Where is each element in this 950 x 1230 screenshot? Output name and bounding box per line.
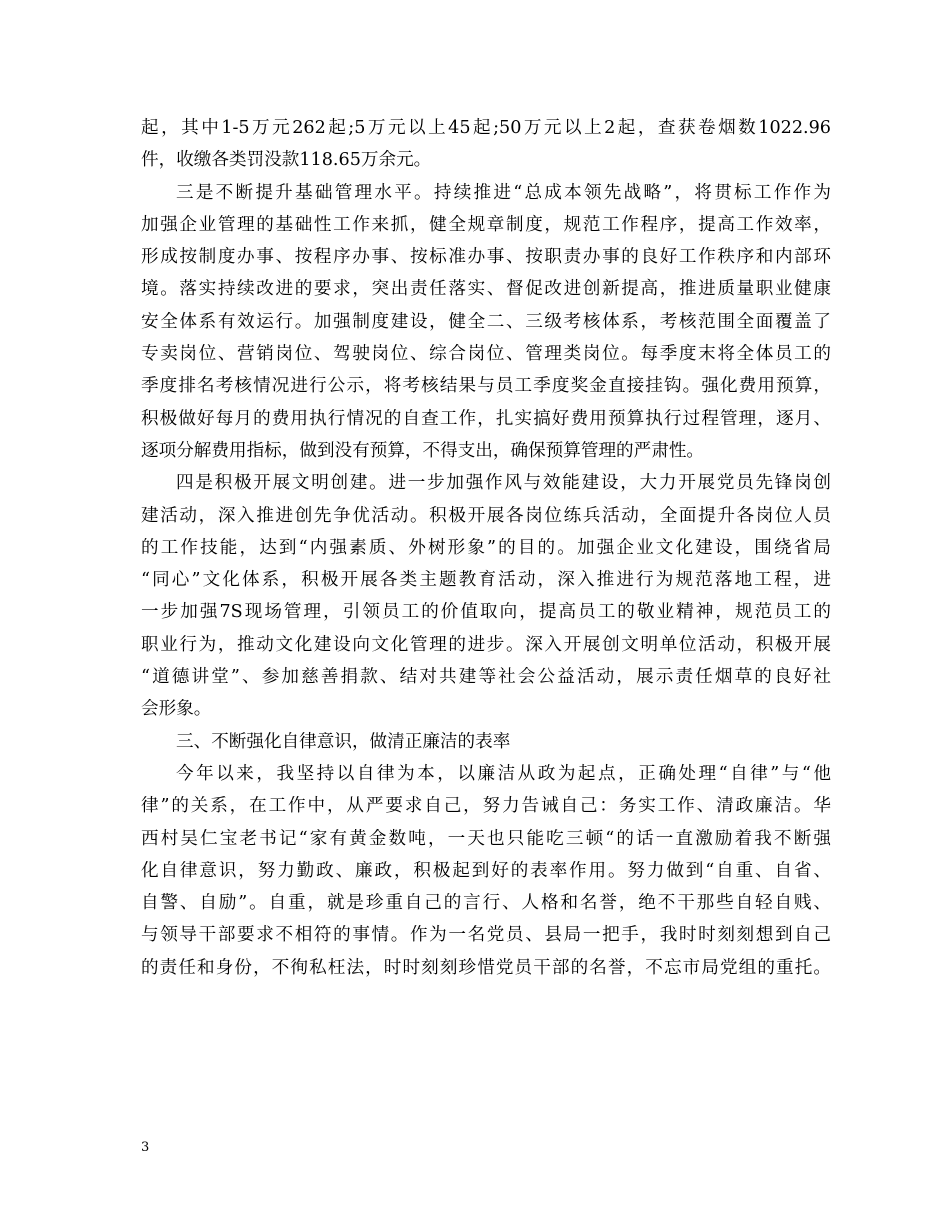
text-line: 今年以来，我坚持以自律为本，以廉洁从政为起点，正确处理“自律”与“他 xyxy=(176,763,831,784)
text-line: 三是不断提升基础管理水平。持续推进“总成本领先战略”，将贯标工作作为 xyxy=(176,182,831,203)
text-line: 职业行为，推动文化建设向文化管理的进步。深入开展创文明单位活动，积极开展 xyxy=(141,634,831,655)
text-line: 与领导干部要求不相符的事情。作为一名党员、县局一把手，我时时刻刻想到自己 xyxy=(141,925,831,946)
text-line: 件，收缴各类罚没款118.65万余元。 xyxy=(141,150,432,171)
text-line: 一步加强7S现场管理，引领员工的价值取向，提高员工的敬业精神，规范员工的 xyxy=(141,602,831,623)
text-line: 境。落实持续改进的要求，突出责任落实、督促改进创新提高，推进质量职业健康 xyxy=(141,279,831,300)
text-line: 的责任和身份，不徇私枉法，时时刻刻珍惜党员干部的名誉，不忘市局党组的重托。 xyxy=(141,957,831,978)
text-line: 起，其中1-5万元262起;5万元以上45起;50万元以上2起，查获卷烟数1022.96 xyxy=(141,118,831,138)
text-line: 化自律意识，努力勤政、廉政，积极起到好的表率作用。努力做到“自重、自省、 xyxy=(141,860,831,881)
text-line: 加强企业管理的基础性工作来抓，健全规章制度，规范工作程序，提高工作效率， xyxy=(141,214,831,235)
text-line: 专卖岗位、营销岗位、驾驶岗位、综合岗位、管理类岗位。每季度末将全体员工的 xyxy=(141,344,831,365)
text-line: 建活动，深入推进创先争优活动。积极开展各岗位练兵活动，全面提升各岗位人员 xyxy=(141,505,831,526)
text-line: 律”的关系，在工作中，从严要求自己，努力告诫自己：务实工作、清政廉洁。华 xyxy=(141,796,831,817)
text-line: 会形象。 xyxy=(141,699,212,720)
text-line: 积极做好每月的费用执行情况的自查工作，扎实搞好费用预算执行过程管理，逐月、 xyxy=(141,408,831,429)
text-line: 季度排名考核情况进行公示，将考核结果与员工季度奖金直接挂钩。强化费用预算， xyxy=(141,376,831,397)
text-line: 西村吴仁宝老书记“家有黄金数吨，一天也只能吃三顿“的话一直激励着我不断强 xyxy=(141,828,831,849)
text-line: “道德讲堂”、参加慈善捐款、结对共建等社会公益活动，展示责任烟草的良好社 xyxy=(141,667,831,688)
page-number: 3 xyxy=(141,1140,150,1155)
text-line: 四是积极开展文明创建。进一步加强作风与效能建设，大力开展党员先锋岗创 xyxy=(176,473,831,494)
text-line: 的工作技能，达到“内强素质、外树形象”的目的。加强企业文化建设，围绕省局 xyxy=(141,537,831,558)
text-line: “同心”文化体系，积极开展各类主题教育活动，深入推进行为规范落地工程，进 xyxy=(141,570,831,591)
text-line: 逐项分解费用指标，做到没有预算，不得支出，确保预算管理的严肃性。 xyxy=(141,440,705,461)
text-line: 形成按制度办事、按程序办事、按标准办事、按职责办事的良好工作秩序和内部环 xyxy=(141,247,831,268)
document-body xyxy=(141,112,831,984)
text-line: 自警、自励”。自重，就是珍重自己的言行、人格和名誉，绝不干那些自轻自贱、 xyxy=(141,893,831,914)
section-heading: 三、不断强化自律意识，做清正廉洁的表率 xyxy=(176,731,511,752)
text-line: 安全体系有效运行。加强制度建设，健全二、三级考核体系，考核范围全面覆盖了 xyxy=(141,311,831,332)
